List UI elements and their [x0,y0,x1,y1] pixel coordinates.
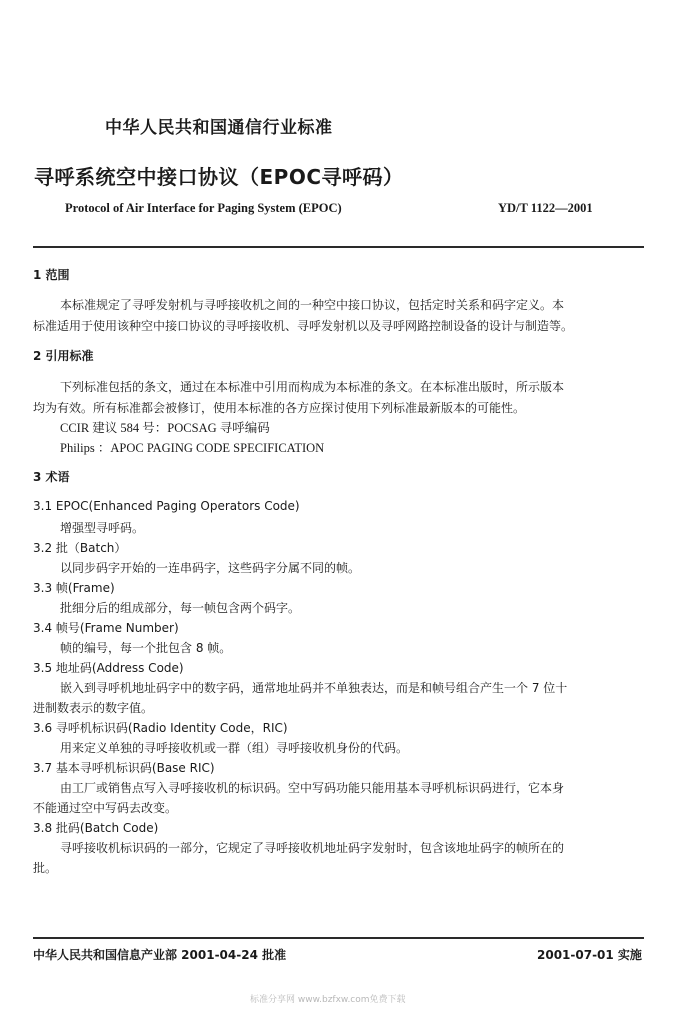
section-1-heading: 1 范围 [33,268,70,282]
term-3-4-heading: 3.4 帧号(Frame Number) [33,621,179,635]
section-1-para-line-2: 标准适用于使用该种空中接口协议的寻呼接收机、寻呼发射机以及寻呼网路控制设备的设计与制造等。 [33,319,574,333]
standard-type: 中华人民共和国通信行业标准 [105,118,333,138]
footer-rule [33,937,644,939]
term-3-7-definition-line-1: 由工厂或销售点写入寻呼接收机的标识码。空中写码功能只能用基本寻呼机标识码进行，它本身 [60,781,565,795]
section-1-para-line-1: 本标准规定了寻呼发射机与寻呼接收机之间的一种空中接口协议，包括定时关系和码字定义。本 [60,298,565,312]
section-3-heading: 3 术语 [33,470,70,484]
term-3-4-definition: 帧的编号，每一个批包含 8 帧。 [60,641,232,655]
standard-number: YD/T 1122—2001 [498,201,593,215]
term-3-5-heading: 3.5 地址码(Address Code) [33,661,184,675]
term-3-6-heading: 3.6 寻呼机标识码(Radio Identity Code，RIC) [33,721,288,735]
term-3-6-definition: 用来定义单独的寻呼接收机或一群（组）寻呼接收机身份的代码。 [60,741,409,755]
term-3-5-definition-line-2: 进制数表示的数字值。 [33,701,154,715]
term-3-1-heading: 3.1 EPOC(Enhanced Paging Operators Code) [33,499,300,513]
term-3-7-heading: 3.7 基本寻呼机标识码(Base RIC) [33,761,215,775]
term-3-3-heading: 3.3 帧(Frame) [33,581,115,595]
term-3-7-definition-line-2: 不能通过空中写码去改变。 [33,801,178,815]
term-3-2-definition: 以同步码字开始的一连串码字，这些码字分属不同的帧。 [60,561,361,575]
document-title: 寻呼系统空中接口协议（EPOC寻呼码） [34,165,404,189]
approval-statement: 中华人民共和国信息产业部 2001-04-24 批准 [33,948,287,962]
term-3-1-definition: 增强型寻呼码。 [60,521,145,535]
english-title: Protocol of Air Interface for Paging System (EPOC) [65,201,342,215]
header-rule [33,246,644,248]
term-3-2-heading: 3.2 批（Batch） [33,541,127,555]
watermark-text: 标准分享网 www.bzfxw.com免费下载 [250,995,406,1005]
reference-ccir: CCIR 建议 584 号：POCSAG 寻呼编码 [60,421,270,435]
section-2-para-line-2: 均为有效。所有标准都会被修订，使用本标准的各方应探讨使用下列标准最新版本的可能性。 [33,401,526,415]
section-2-heading: 2 引用标准 [33,349,94,363]
term-3-8-definition-line-1: 寻呼接收机标识码的一部分，它规定了寻呼接收机地址码字发射时，包含该地址码字的帧所在的 [60,841,565,855]
term-3-3-definition: 批细分后的组成部分，每一帧包含两个码字。 [60,601,301,615]
section-2-para-line-1: 下列标准包括的条文，通过在本标准中引用而构成为本标准的条文。在本标准出版时，所示版本 [60,380,565,394]
effective-date: 2001-07-01 实施 [537,948,642,962]
term-3-5-definition-line-1: 嵌入到寻呼机地址码字中的数字码，通常地址码并不单独表达，而是和帧号组合产生一个 7 位十 [60,681,568,695]
term-3-8-definition-line-2: 批。 [33,861,58,875]
reference-philips: Philips ：APOC PAGING CODE SPECIFICATION [60,441,325,455]
term-3-8-heading: 3.8 批码(Batch Code) [33,821,159,835]
